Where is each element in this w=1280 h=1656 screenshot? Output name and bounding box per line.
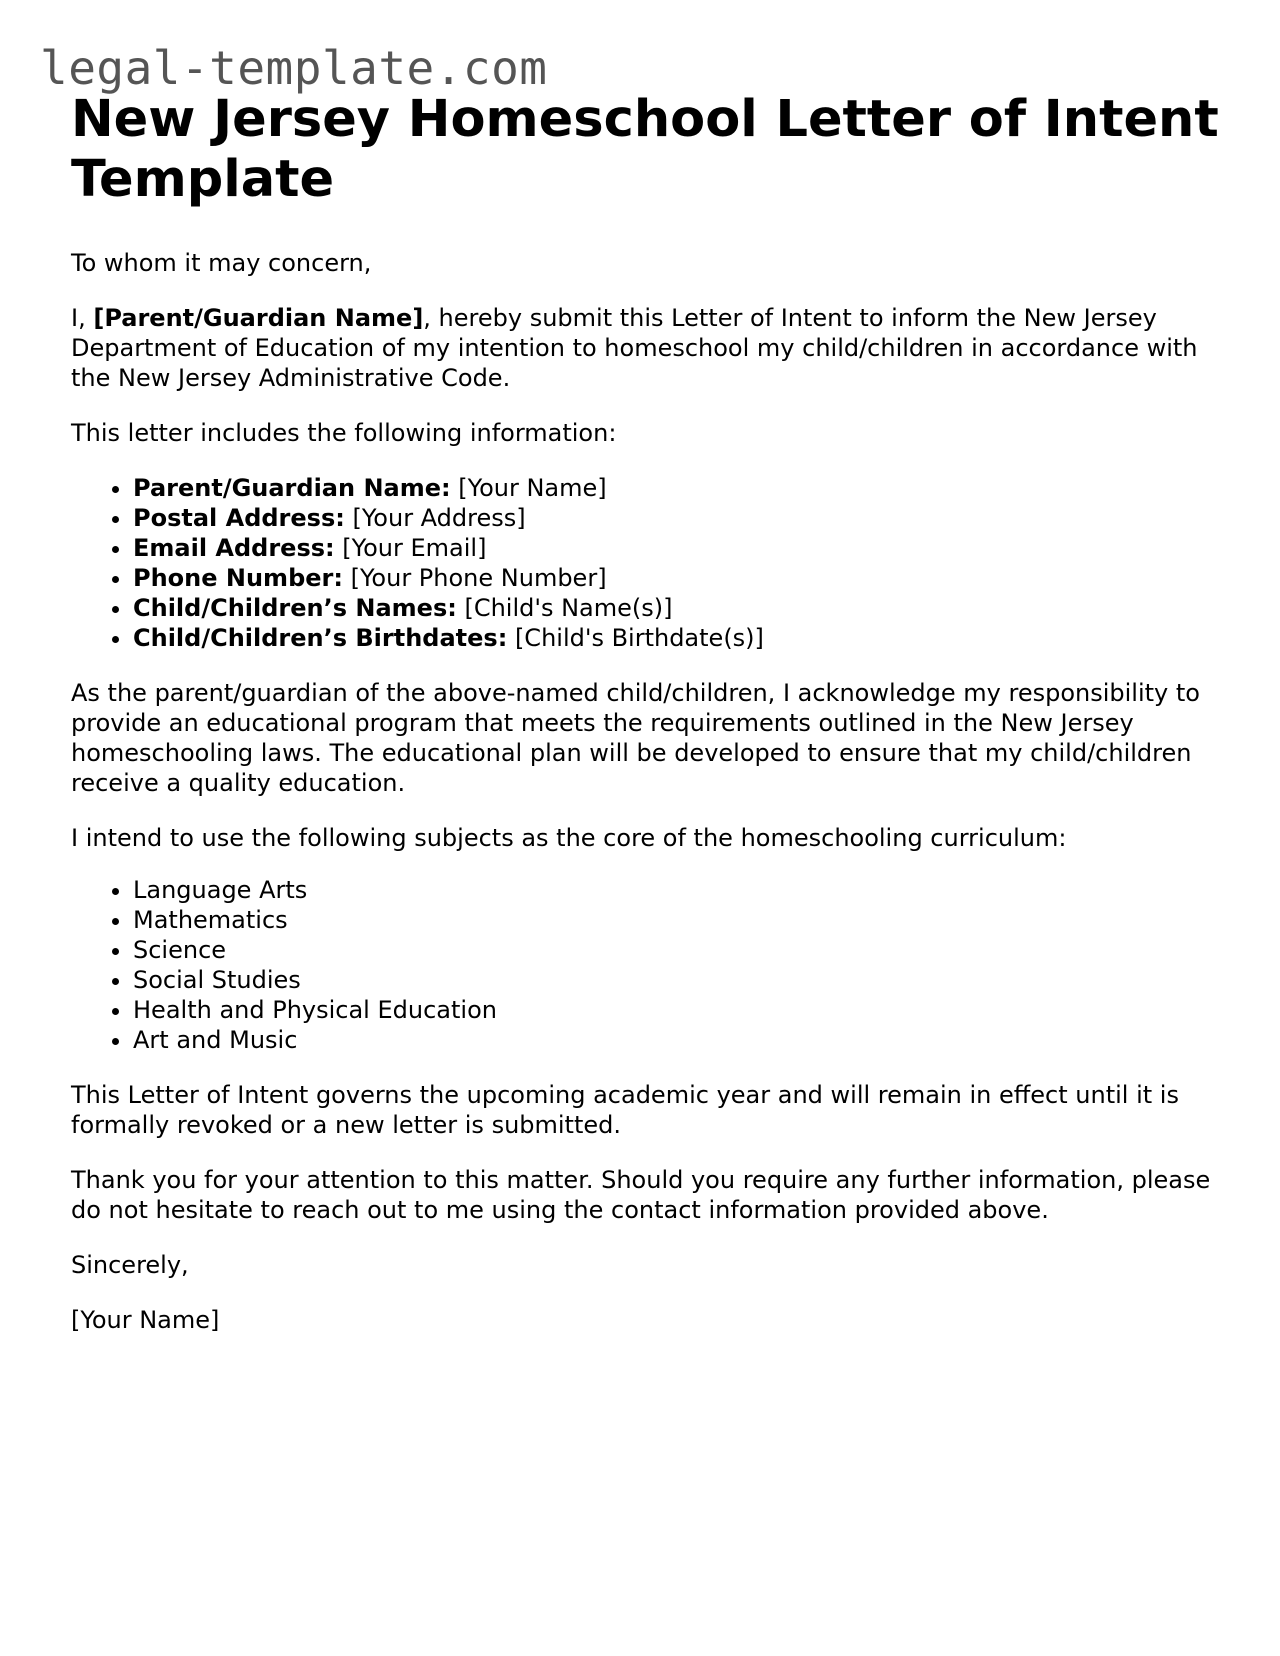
info-list [71,473,1221,653]
document-title: New Jersey Homeschool Letter of Intent Template [71,90,1219,209]
info-label: Parent/Guardian Name: [133,474,451,502]
info-label: Child/Children’s Names: [133,594,457,622]
info-label: Email Address: [133,534,335,562]
info-item-phone-number [133,563,1221,593]
parent-name-placeholder: [Parent/Guardian Name] [93,304,424,332]
signature-placeholder: [Your Name] [71,1306,220,1334]
info-label: Child/Children’s Birthdates: [133,624,508,652]
info-value: [Your Name] [450,474,607,502]
subject-item: • Mathematics [133,905,1221,935]
intro-prefix: I, [71,304,94,332]
info-value: [Your Phone Number] [342,564,607,592]
intro-suffix: , hereby submit this Letter of Intent to inform the New Jersey Department of Education of my intention to homeschool my child/children in accordance with the New Jersey Administrative Code. [71,304,1198,392]
subject-item: • Language Arts [133,875,1221,905]
thanks-paragraph: Thank you for your attention to this matter. Should you require any further information, please do not hesitate to reach out to me using the contact information provided above. [71,1166,1211,1224]
acknowledgement-paragraph: As the parent/guardian of the above-named child/children, I acknowledge my responsibility to provide an educational program that meets the requirements outlined in the New Jersey homeschooling laws. The educational plan will be developed to ensure that my child/children receive a quality education. [71,679,1200,797]
intro-paragraph [71,303,1221,393]
info-item-email-address [133,533,1221,563]
info-item-postal-address [133,503,1221,533]
letter-document [71,90,1221,1335]
info-value: [Your Address] [344,504,526,532]
info-intro: This letter includes the following information: [71,419,617,447]
subject-item: • Art and Music [133,1025,1221,1055]
salutation: To whom it may concern, [71,249,372,277]
info-label: Postal Address: [133,504,345,532]
subject-item: • Health and Physical Education [133,995,1221,1025]
subjects-list [71,875,1221,1055]
info-label: Phone Number: [133,564,343,592]
info-value: [Child's Birthdate(s)] [507,624,764,652]
info-item-parent-name [133,473,1221,503]
subject-item: • Social Studies [133,965,1221,995]
closing: Sincerely, [71,1251,189,1279]
info-item-children-names [133,593,1221,623]
subject-item: • Science [133,935,1221,965]
watermark-logo-text: legal-template.com [40,41,548,95]
info-item-children-birthdates [133,623,1221,653]
info-value: [Child's Name(s)] [456,594,673,622]
governance-paragraph: This Letter of Intent governs the upcoming academic year and will remain in effect until it is formally revoked or a new letter is submitted. [71,1081,1179,1139]
info-value: [Your Email] [334,534,487,562]
subjects-intro: I intend to use the following subjects as the core of the homeschooling curriculum: [71,824,1067,852]
